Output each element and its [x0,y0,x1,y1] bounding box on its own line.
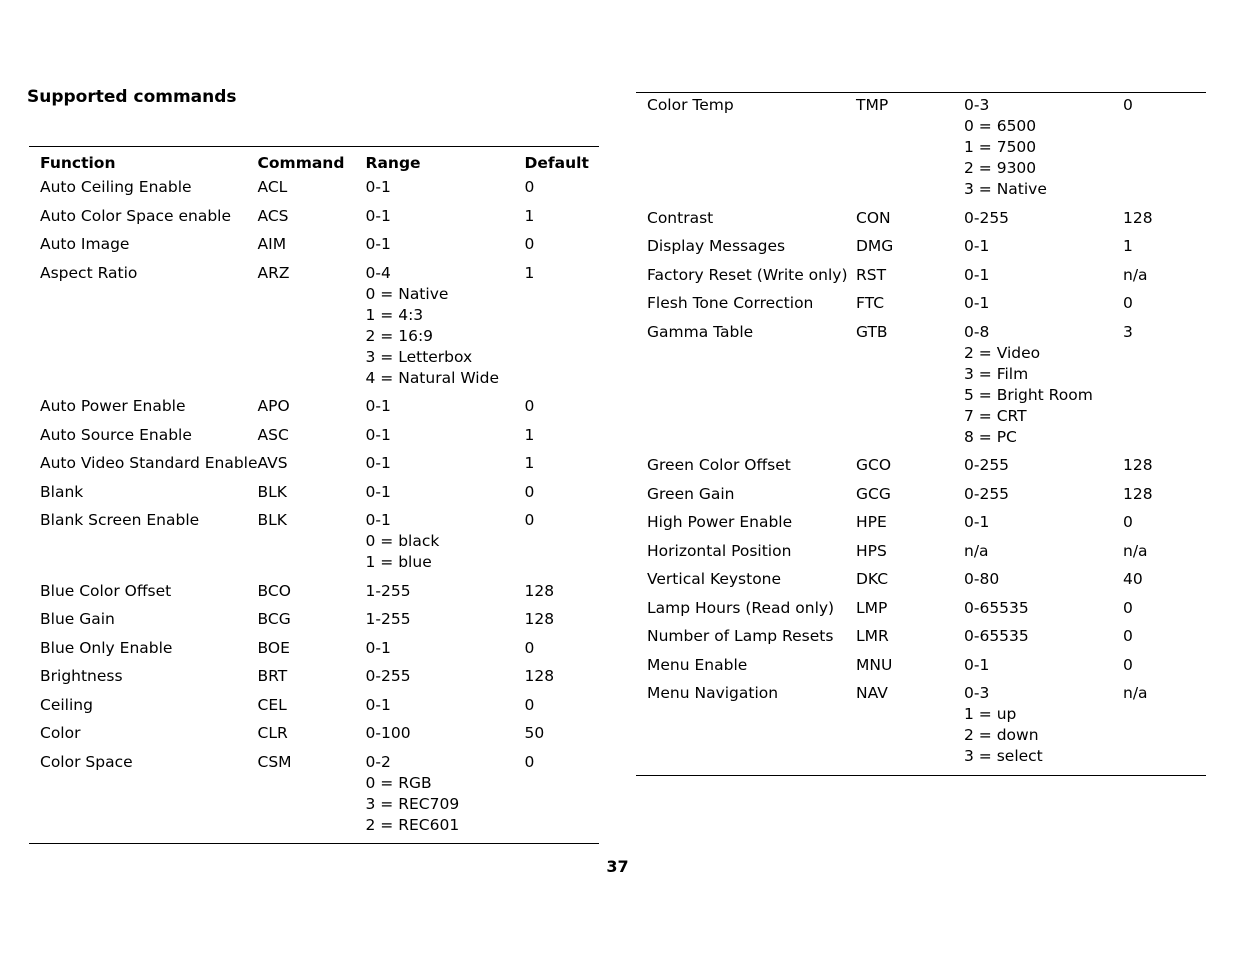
range-cell [964,598,1123,627]
command-cell: AIM [257,235,287,253]
function-cell: Brightness [40,667,123,685]
commands-table-left-body [29,177,599,844]
function-cell: Color [40,724,81,742]
range-line: 2 = down [964,726,1039,744]
table-row [636,598,1206,627]
default-cell: 1 [524,425,535,444]
commands-table-left [29,146,599,844]
default-cell: n/a [1123,265,1148,284]
range-cell [964,293,1123,322]
function-cell: Menu Enable [647,655,748,674]
table-row [636,626,1206,655]
function-cell: Aspect Ratio [40,263,138,282]
command-cell: BOE [257,638,290,657]
table-row [29,263,599,397]
table-row [29,666,599,695]
range-line: 0-255 [365,667,411,685]
default-cell: 0 [524,397,535,415]
command-cell: HPS [856,541,887,560]
table-row [29,453,599,482]
function-cell: Display Messages [647,237,786,255]
table-row [636,236,1206,265]
table-row [636,208,1206,237]
default-cell: 50 [524,724,545,742]
command-cell: APO [257,397,290,415]
command-cell: CLR [257,724,288,742]
header-command: Command [257,154,345,172]
default-cell: 0 [1123,627,1133,645]
function-cell: Auto Image [40,235,130,253]
range-cell [366,177,525,206]
table-row [29,638,599,667]
range-line: 0-1 [365,235,391,253]
table-row [636,455,1206,484]
table-row [636,293,1206,322]
command-cell: ACS [257,206,289,225]
table-row [29,425,599,454]
range-line: 2 = 9300 [964,159,1037,177]
command-cell: LMP [856,598,888,617]
command-cell: CSM [257,752,292,771]
range-line: 0-80 [964,570,1000,588]
range-cell [366,666,525,695]
range-cell [964,93,1123,208]
table-row [636,265,1206,294]
range-line: 1 = up [964,705,1017,723]
table-row [29,581,599,610]
table-header-row [29,147,599,178]
default-cell: 0 [1123,598,1133,617]
command-cell: BLK [257,511,287,529]
range-line: 3 = select [964,747,1043,765]
default-cell: 128 [1123,208,1153,227]
range-line: 1 = blue [365,553,432,571]
default-cell: 1 [1123,237,1133,255]
range-cell [366,425,525,454]
default-cell: n/a [1123,684,1148,702]
function-cell: Contrast [647,208,714,227]
function-cell: Auto Video Standard Enable [40,454,258,472]
range-line: 0-1 [365,454,391,472]
range-line: 0-255 [964,208,1010,227]
range-cell [964,512,1123,541]
function-cell: Auto Ceiling Enable [40,178,192,196]
range-line: 0 = RGB [365,773,432,792]
default-cell: 0 [524,752,535,771]
command-cell: DMG [856,237,894,255]
range-line: 4 = Natural Wide [365,368,499,387]
function-cell: Auto Color Space enable [40,206,232,225]
table-row [636,655,1206,684]
default-cell: 128 [1123,456,1153,474]
range-line: 0-1 [365,178,391,196]
range-cell [964,626,1123,655]
function-cell: Vertical Keystone [647,570,782,588]
table-row [636,484,1206,513]
range-line: 0-255 [964,456,1010,474]
range-cell [366,206,525,235]
function-cell: Green Color Offset [647,456,791,474]
command-cell: BCG [257,610,291,628]
range-line: 1 = 4:3 [365,305,424,324]
range-line: 3 = Native [964,180,1047,198]
default-cell: 0 [524,235,535,253]
range-cell [366,609,525,638]
range-line: 0-3 [964,96,990,114]
range-line: 2 = REC601 [365,815,460,834]
range-line: 0-1 [365,482,391,501]
command-cell: BLK [257,482,287,501]
function-cell: Flesh Tone Correction [647,294,814,312]
command-cell: HPE [856,513,887,531]
default-cell: 40 [1123,570,1143,588]
range-line: 0-1 [365,695,391,714]
range-line: 0 = 6500 [964,117,1037,135]
range-cell [964,484,1123,513]
function-cell: Blank [40,482,84,501]
command-cell: BCO [257,581,291,600]
range-line: 0-1 [365,206,391,225]
range-line: 0 = Native [365,284,449,303]
table-row [29,482,599,511]
function-cell: Number of Lamp Resets [647,627,834,645]
range-cell [366,638,525,667]
range-line: 2 = 16:9 [365,326,434,345]
function-cell: Blank Screen Enable [40,511,200,529]
command-cell: TMP [856,96,889,114]
range-cell [366,695,525,724]
header-range: Range [365,154,421,172]
range-line: 0-8 [964,322,990,341]
range-line: 0-65535 [964,598,1029,617]
range-cell [964,683,1123,775]
default-cell: 128 [1123,484,1153,503]
range-cell [366,234,525,263]
function-cell: Gamma Table [647,322,754,341]
range-line: 0-1 [365,638,391,657]
range-line: 0-1 [964,294,990,312]
range-line: 1-255 [365,610,411,628]
range-line: 0-4 [365,263,391,282]
command-cell: ASC [257,425,289,444]
command-cell: GCO [856,456,892,474]
default-cell: 128 [524,667,555,685]
commands-table-right-body [636,93,1206,776]
commands-table-right [636,92,1206,776]
function-cell: Factory Reset (Write only) [647,265,848,284]
function-cell: Color Space [40,752,133,771]
header-default: Default [524,154,589,172]
function-cell: Color Temp [647,96,734,114]
range-line: 3 = Letterbox [365,347,473,366]
default-cell: 0 [524,482,535,501]
default-cell: 0 [1123,96,1133,114]
range-line: 3 = Film [964,364,1029,383]
function-cell: Green Gain [647,484,735,503]
range-line: 0-1 [964,237,990,255]
default-cell: 0 [1123,513,1133,531]
default-cell: 128 [524,610,555,628]
default-cell: 0 [524,178,535,196]
range-cell [366,581,525,610]
table-row [29,206,599,235]
range-cell [964,322,1123,456]
range-line: 0-100 [365,724,411,742]
range-line: 0-255 [964,484,1010,503]
table-row [636,93,1206,208]
table-row [29,510,599,581]
command-cell: DKC [856,570,889,588]
section-title: Supported commands [27,87,237,107]
range-line: 0-1 [964,265,990,284]
range-line: 0-65535 [964,627,1029,645]
table-row [636,541,1206,570]
default-cell: 1 [524,263,535,282]
range-line: 0-3 [964,684,990,702]
range-cell [366,752,525,844]
range-line: 0-1 [365,397,391,415]
default-cell: 0 [524,511,535,529]
header-function: Function [40,154,116,172]
function-cell: Horizontal Position [647,541,792,560]
range-line: 0-1 [964,513,990,531]
range-cell [366,723,525,752]
default-cell: 0 [1123,294,1133,312]
page-number: 37 [606,857,629,876]
range-line: 0-1 [365,511,391,529]
range-line: 2 = Video [964,343,1041,362]
range-cell [964,569,1123,598]
default-cell: 3 [1123,322,1133,341]
function-cell: High Power Enable [647,513,793,531]
table-row [636,322,1206,456]
range-line: 0 = black [365,532,440,550]
range-cell [366,263,525,397]
default-cell: 0 [524,695,535,714]
function-cell: Lamp Hours (Read only) [647,598,835,617]
command-cell: ACL [257,178,288,196]
range-line: 0-1 [365,425,391,444]
function-cell: Blue Gain [40,610,115,628]
range-cell [964,455,1123,484]
table-row [29,609,599,638]
range-line: 0-2 [365,752,391,771]
range-cell [964,265,1123,294]
range-line: 7 = CRT [964,406,1027,425]
command-cell: CON [856,208,891,227]
command-cell: GCG [856,484,891,503]
command-cell: NAV [856,684,888,702]
default-cell: 1 [524,206,535,225]
command-cell: AVS [257,454,288,472]
default-cell: 128 [524,581,555,600]
range-line: 5 = Bright Room [964,385,1093,404]
command-cell: RST [856,265,887,284]
default-cell: 0 [1123,655,1133,674]
table-row [29,396,599,425]
range-cell [964,541,1123,570]
range-cell [366,453,525,482]
command-cell: FTC [856,294,885,312]
command-cell: ARZ [257,263,290,282]
table-row [636,683,1206,775]
function-cell: Auto Power Enable [40,397,186,415]
command-cell: LMR [856,627,889,645]
range-cell [366,510,525,581]
range-line: n/a [964,541,989,560]
default-cell: n/a [1123,541,1148,560]
range-line: 1 = 7500 [964,138,1037,156]
function-cell: Menu Navigation [647,684,779,702]
command-cell: BRT [257,667,288,685]
function-cell: Ceiling [40,695,93,714]
table-row [636,512,1206,541]
range-cell [964,208,1123,237]
table-row [29,234,599,263]
table-row [636,569,1206,598]
range-line: 3 = REC709 [365,794,460,813]
command-cell: MNU [856,655,893,674]
command-cell: CEL [257,695,287,714]
range-cell [964,236,1123,265]
range-line: 0-1 [964,655,990,674]
table-row [29,695,599,724]
table-row [29,723,599,752]
function-cell: Auto Source Enable [40,425,192,444]
range-cell [964,655,1123,684]
range-cell [366,396,525,425]
command-cell: GTB [856,322,888,341]
function-cell: Blue Only Enable [40,638,173,657]
default-cell: 0 [524,638,535,657]
default-cell: 1 [524,454,535,472]
range-cell [366,482,525,511]
function-cell: Blue Color Offset [40,581,172,600]
range-line: 1-255 [365,581,411,600]
table-row [29,752,599,844]
table-row [29,177,599,206]
range-line: 8 = PC [964,427,1017,446]
